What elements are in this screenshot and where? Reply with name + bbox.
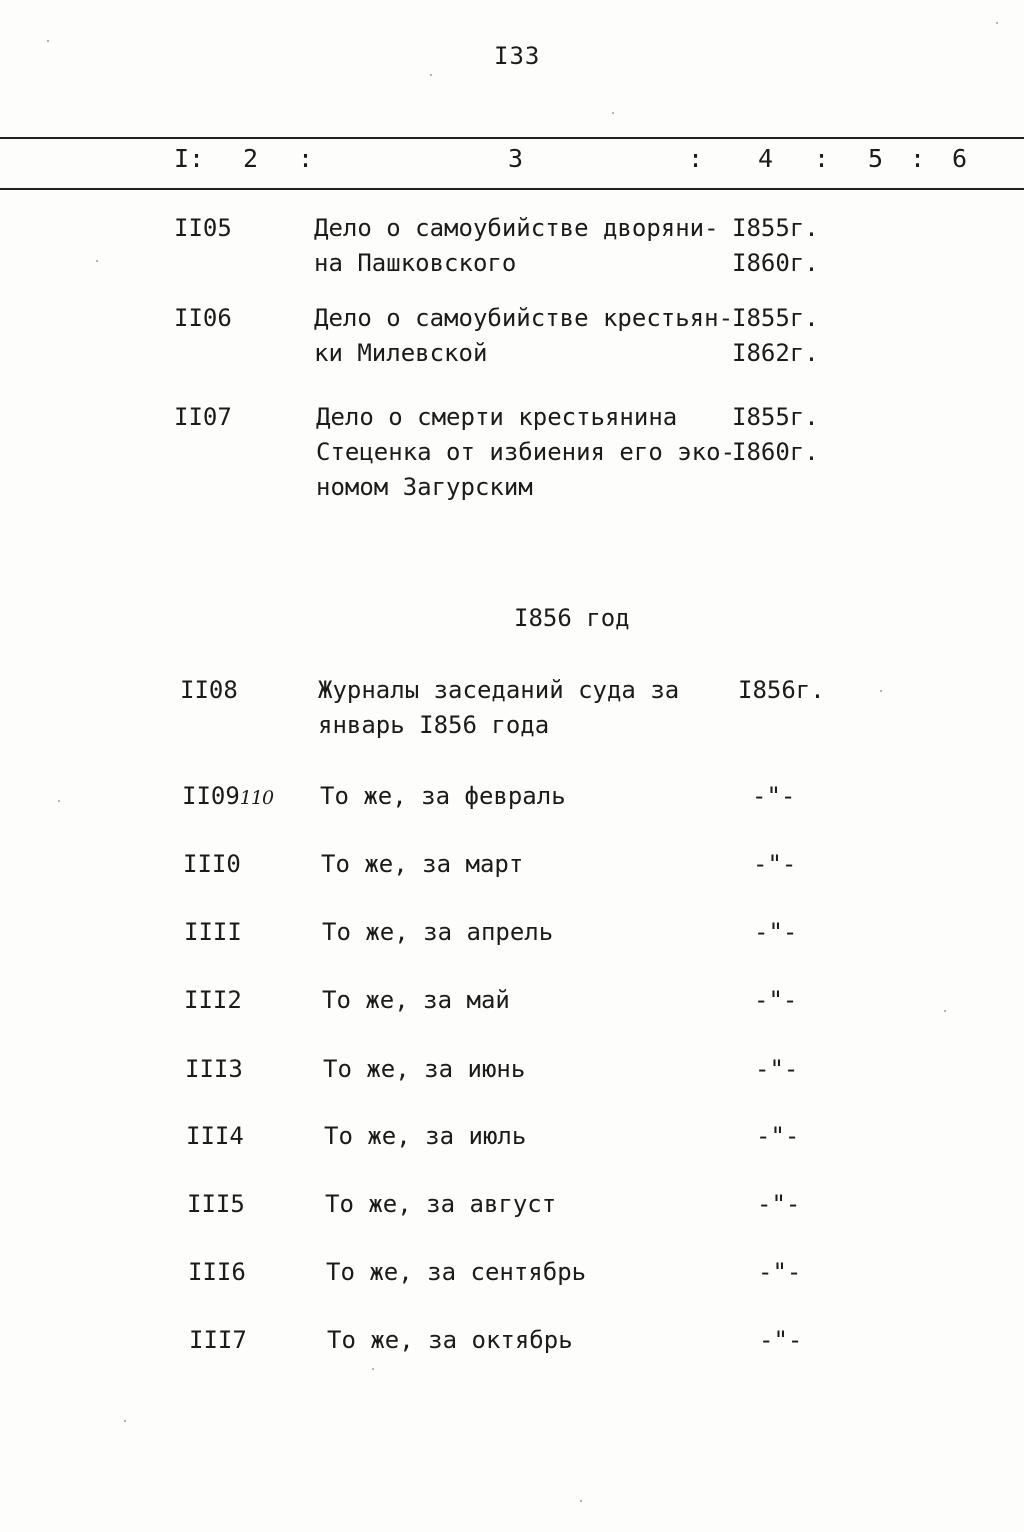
scan-speck	[47, 40, 49, 42]
file-number: III4	[186, 1122, 244, 1150]
file-dates: I855г. I862г.	[732, 304, 819, 367]
file-number: III5	[187, 1190, 245, 1218]
column-header-6: 6	[952, 144, 968, 173]
header-rule-top	[0, 137, 1024, 139]
column-header-5: 5	[868, 144, 884, 173]
file-dates: I855г. I860г.	[732, 214, 819, 277]
handwritten-correction: 110	[239, 787, 274, 809]
file-title: Журналы заседаний суда за январь I856 года	[318, 676, 680, 739]
scan-speck	[580, 1500, 582, 1502]
file-number: III0	[183, 850, 241, 878]
file-title: То же, за апрель	[322, 918, 554, 946]
file-dates: I856г.	[738, 676, 825, 704]
file-title: То же, за август	[325, 1190, 557, 1218]
scan-speck	[880, 690, 882, 692]
file-number: III2	[184, 986, 242, 1014]
column-separator: :	[814, 144, 830, 173]
column-separator: :	[298, 144, 314, 173]
file-number: III3	[185, 1055, 243, 1083]
file-dates: I855г. I860г.	[732, 403, 819, 466]
file-number: II08	[180, 676, 238, 704]
file-title: То же, за июль	[324, 1122, 527, 1150]
ditto-mark: -"-	[758, 1258, 802, 1286]
scan-speck	[612, 112, 614, 114]
file-title: Дело о смерти крестьянина Стеценка от избиения его эко- номом Загурским	[316, 403, 736, 501]
scan-speck	[124, 1420, 126, 1422]
file-title: То же, за май	[322, 986, 510, 1014]
page-number: I33	[494, 42, 541, 70]
year-heading: I856 год	[514, 604, 630, 632]
file-title: Дело о самоубийстве крестьян- ки Милевской	[314, 304, 734, 367]
column-header-2: 2	[243, 144, 259, 173]
file-number: III7	[189, 1326, 247, 1354]
file-number: II07	[174, 403, 232, 431]
ditto-mark: -"-	[753, 850, 797, 878]
file-number: II05	[174, 214, 232, 242]
ditto-mark: -"-	[754, 986, 798, 1014]
file-number: II09110	[182, 782, 274, 810]
scan-speck	[58, 800, 60, 802]
file-title: То же, за октябрь	[327, 1326, 573, 1354]
column-header-4: 4	[758, 144, 774, 173]
ditto-mark: -"-	[759, 1326, 803, 1354]
file-title: То же, за февраль	[320, 782, 566, 810]
column-header-3: 3	[508, 144, 524, 173]
file-title: Дело о самоубийстве дворяни- на Пашковского	[314, 214, 719, 277]
file-title: То же, за март	[321, 850, 524, 878]
file-number: IIII	[184, 918, 242, 946]
column-separator: :	[910, 144, 926, 173]
scan-speck	[944, 1010, 946, 1012]
scan-speck	[996, 22, 998, 24]
ditto-mark: -"-	[754, 918, 798, 946]
scan-speck	[430, 74, 432, 76]
file-number: III6	[188, 1258, 246, 1286]
file-title: То же, за сентябрь	[326, 1258, 587, 1286]
ditto-mark: -"-	[752, 782, 796, 810]
column-header-1: I:	[174, 144, 205, 173]
header-rule-bottom	[0, 188, 1024, 190]
file-number: II06	[174, 304, 232, 332]
column-separator: :	[688, 144, 704, 173]
file-title: То же, за июнь	[323, 1055, 526, 1083]
ditto-mark: -"-	[755, 1055, 799, 1083]
ditto-mark: -"-	[756, 1122, 800, 1150]
scan-speck	[96, 260, 98, 262]
ditto-mark: -"-	[757, 1190, 801, 1218]
scan-speck	[372, 1368, 374, 1370]
